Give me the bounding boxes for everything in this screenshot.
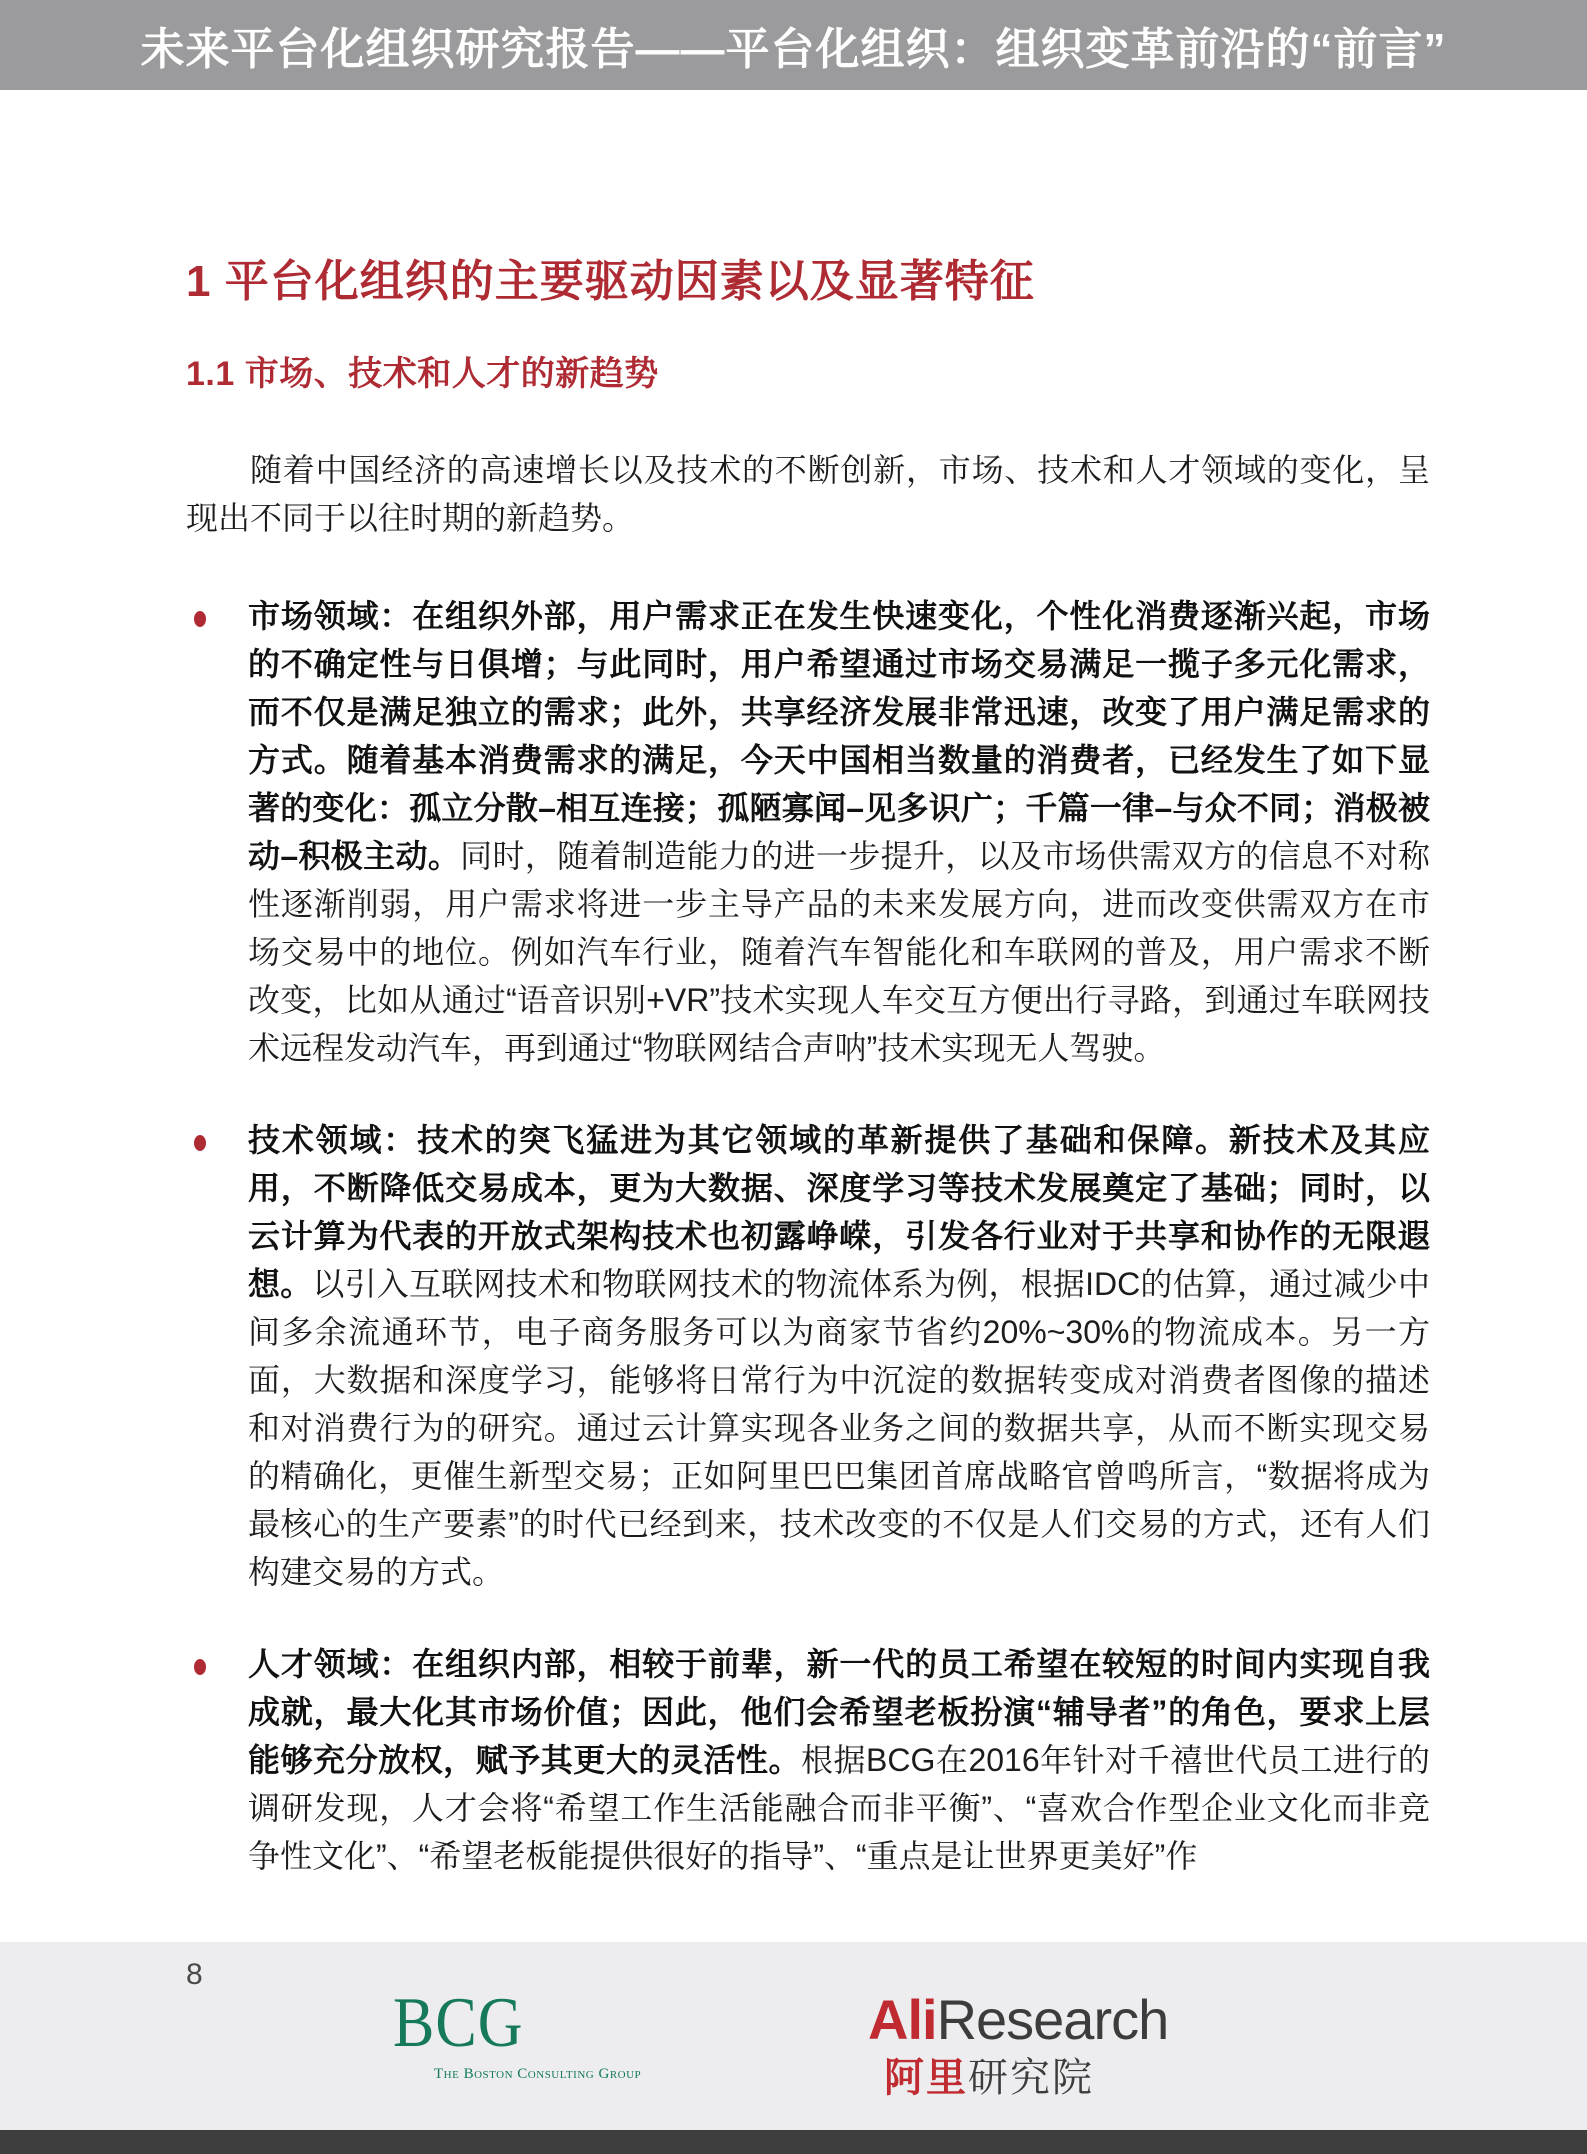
bcg-tagline: The Boston Consulting Group bbox=[434, 2066, 642, 2082]
ali-latin-bold: Ali bbox=[868, 1988, 937, 2051]
bullet-item-technology bbox=[186, 1116, 1430, 1596]
bullet-dot-icon bbox=[194, 611, 206, 627]
bullet-lead-text: 人才领域：在组织内部，相较于前辈，新一代的员工希望在较短的时间内实现自我成就，最大化其市场价值；因此，他们会希望老板扮演“辅导者”的角色，要求上层能够充分放权，赋予其更大的灵活性。 bbox=[248, 1646, 1430, 1778]
report-header-title: 未来平台化组织研究报告——平台化组织：组织变革前沿的“前言” bbox=[140, 25, 1447, 74]
subsection-heading: 1.1 市场、技术和人才的新趋势 bbox=[186, 355, 659, 393]
ali-cn-bold: 阿里 bbox=[884, 2056, 968, 2100]
ali-cn-regular: 研究院 bbox=[968, 2056, 1094, 2100]
bullet-item-market bbox=[186, 592, 1430, 1072]
bullet-list bbox=[186, 592, 1430, 1880]
bullet-body-text: 以引入互联网技术和物联网技术的物流体系为例，根据IDC的估算，通过减少中间多余流通环节，电子商务服务可以为商家节省约20%~30%的物流成本。另一方面，大数据和深度学习，能够将日常行为中沉淀的数据转变成对消费者图像的描述和对消费行为的研究。通过云计算实现各业务之间的数据共享，从而不断实现交易的精确化，更催生新型交易；正如阿里巴巴集团首席战略官曾鸣所言，“数据将成为最核心的生产要素”的时代已经到来，技术改变的不仅是人们交易的方式，还有人们构建交易的方式。 bbox=[248, 1266, 1430, 1590]
bullet-body-text: 根据BCG在2016年针对千禧世代员工进行的调研发现，人才会将“希望工作生活能融合而非平衡”、“喜欢合作型企业文化而非竞争性文化”、“希望老板能提供很好的指导”、“重点是让世界更美好”作 bbox=[248, 1742, 1430, 1874]
bullet-item-talent bbox=[186, 1640, 1430, 1880]
intro-paragraph: 随着中国经济的高速增长以及技术的不断创新，市场、技术和人才领域的变化，呈现出不同于以往时期的新趋势。 bbox=[186, 452, 1430, 536]
bullet-dot-icon bbox=[194, 1659, 206, 1675]
page-number: 8 bbox=[186, 1958, 203, 1991]
footer-bottom-bar bbox=[0, 2130, 1587, 2154]
bullet-lead-text: 技术领域：技术的突飞猛进为其它领域的革新提供了基础和保障。新技术及其应用，不断降低交易成本，更为大数据、深度学习等技术发展奠定了基础；同时，以云计算为代表的开放式架构技术也初露峥嵘，引发各行业对于共享和协作的无限遐想。 bbox=[248, 1122, 1430, 1302]
bcg-acronym: BCG bbox=[393, 1984, 524, 2063]
section-heading: 1 平台化组织的主要驱动因素以及显著特征 bbox=[186, 257, 1035, 306]
aliresearch-wordmark bbox=[868, 1988, 1169, 2051]
bullet-body-text: 同时，随着制造能力的进一步提升，以及市场供需双方的信息不对称性逐渐削弱，用户需求将进一步主导产品的未来发展方向，进而改变供需双方在市场交易中的地位。例如汽车行业，随着汽车智能化和车联网的普及，用户需求不断改变，比如从通过“语音识别+VR”技术实现人车交互方便出行寻路，到通过车联网技术远程发动汽车，再到通过“物联网结合声呐”技术实现无人驾驶。 bbox=[248, 838, 1430, 1066]
bcg-logo bbox=[393, 1984, 642, 2083]
aliresearch-chinese bbox=[884, 2058, 1168, 2098]
bullet-dot-icon bbox=[194, 1135, 206, 1151]
footer-band bbox=[0, 1942, 1587, 2130]
ali-latin-regular: Research bbox=[936, 1988, 1169, 2051]
page-header-bar bbox=[0, 0, 1587, 90]
page-footer bbox=[0, 1942, 1587, 2154]
aliresearch-logo bbox=[868, 1988, 1169, 2100]
bullet-lead-text: 市场领域：在组织外部，用户需求正在发生快速变化，个性化消费逐渐兴起，市场的不确定性与日俱增；与此同时，用户希望通过市场交易满足一揽子多元化需求，而不仅是满足独立的需求；此外，共享经济发展非常迅速，改变了用户满足需求的方式。随着基本消费需求的满足，今天中国相当数量的消费者，已经发生了如下显著的变化：孤立分散–相互连接；孤陋寡闻–见多识广；千篇一律–与众不同；消极被动–积极主动。 bbox=[248, 598, 1430, 874]
